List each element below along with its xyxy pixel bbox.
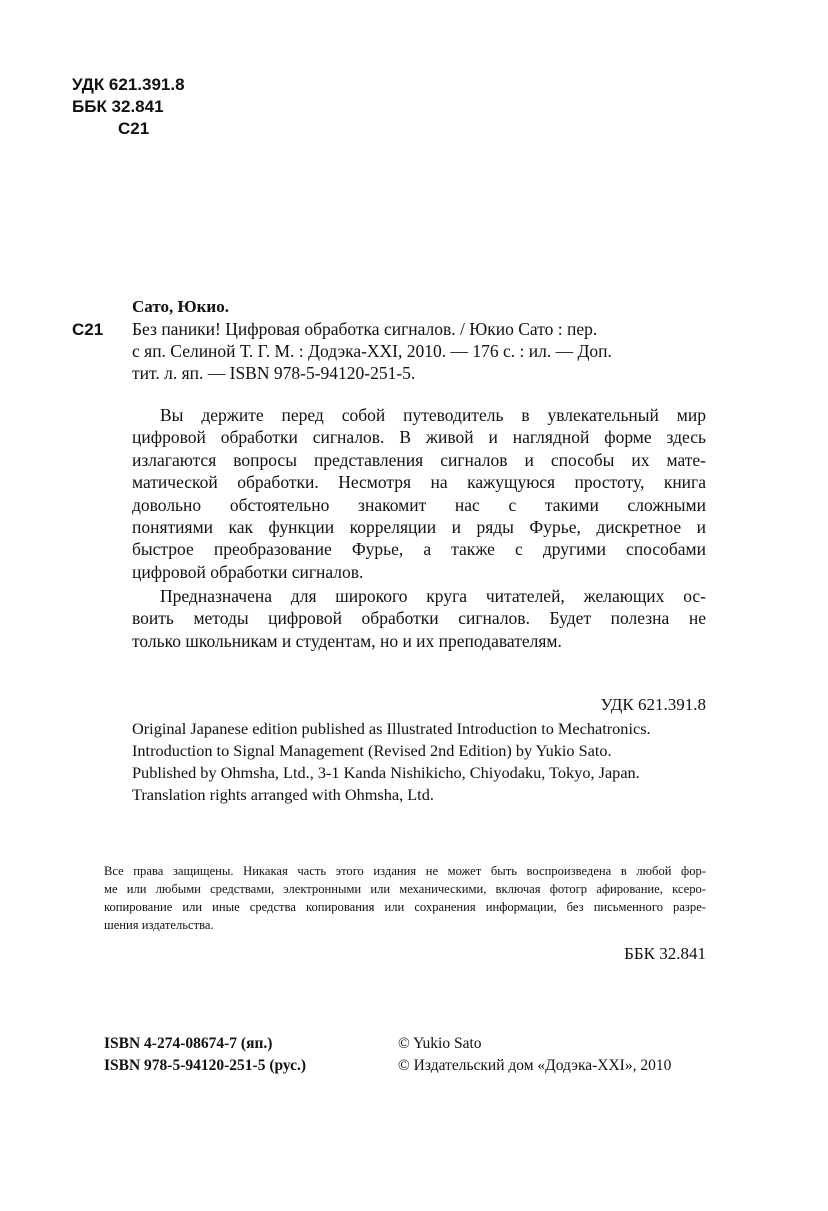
abstract-line: цифровой обработки сигналов. В живой и наглядной форме здесь <box>132 427 706 448</box>
author-sign: С21 <box>118 119 150 138</box>
abstract-line: только школьникам и студентам, но и их преподавателям. <box>132 630 562 651</box>
udk-right: УДК 621.391.8 <box>600 695 706 714</box>
abstract-line: Предназначена для широкого круга читателей, желающих ос- <box>160 586 706 606</box>
abstract-line: матической обработки. Несмотря на кажущуюся простоту, книга <box>132 472 706 493</box>
rights-line: копирование или иные средства копирования или сохранения информации, без письменного разре- <box>104 900 706 914</box>
bibliography-line: Без паники! Цифровая обработка сигналов. / Юкио Сато : пер. <box>132 319 598 339</box>
original-edition-line: Introduction to Signal Management (Revised 2nd Edition) by Yukio Sato. <box>132 741 612 760</box>
rights-line: шения издательства. <box>104 918 214 932</box>
bibliography-line: с яп. Селиной Т. Г. М. : Додэка-XXI, 2010. — 176 с. : ил. — Доп. <box>132 341 612 361</box>
original-edition-line: Translation rights arranged with Ohmsha, Ltd. <box>132 785 434 804</box>
bbk-code: ББК 32.841 <box>72 97 164 116</box>
abstract-line: воить методы цифровой обработки сигналов. Будет полезна не <box>132 608 706 629</box>
abstract-line: быстрое преобразование Фурье, а также с другими способами <box>132 539 706 560</box>
bibliography-line: тит. л. яп. — ISBN 978-5-94120-251-5. <box>132 363 416 383</box>
abstract-paragraph-1 <box>132 404 706 583</box>
copyright-russian: © Издательский дом «Додэка-XXI», 2010 <box>398 1057 672 1074</box>
copyright-original: © Yukio Sato <box>398 1035 482 1052</box>
bibliography-code: С21 <box>72 320 104 339</box>
isbn-russian: ISBN 978-5-94120-251-5 (рус.) <box>104 1057 307 1074</box>
bbk-right: ББК 32.841 <box>624 944 706 963</box>
isbn-japanese: ISBN 4-274-08674-7 (яп.) <box>104 1035 273 1052</box>
original-edition-line: Published by Ohmsha, Ltd., 3-1 Kanda Nishikicho, Chiyodaku, Tokyo, Japan. <box>132 763 640 782</box>
author-heading: Сато, Юкио. <box>132 297 229 316</box>
abstract-line: цифровой обработки сигналов. <box>132 561 364 582</box>
abstract-line: Вы держите перед собой путеводитель в увлекательный мир <box>160 405 706 425</box>
rights-line: ме или любыми средствами, электронными или механическими, включая фотогр афирование, ксеро- <box>104 882 706 896</box>
original-edition-line: Original Japanese edition published as Illustrated Introduction to Mechatronics. <box>132 719 651 738</box>
rights-line: Все права защищены. Никакая часть этого издания не может быть воспроизведена в любой фор- <box>104 864 706 878</box>
abstract-paragraph-2 <box>132 585 706 652</box>
abstract-line: довольно обстоятельно знакомит нас с такими сложными <box>132 494 706 515</box>
abstract-line: понятиями как функции корреляции и ряды Фурье, дискретное и <box>132 516 706 537</box>
abstract-line: излагаются вопросы представления сигналов и способы их мате- <box>132 449 706 470</box>
rights-notice <box>104 862 706 934</box>
udk-code: УДК 621.391.8 <box>72 75 185 94</box>
